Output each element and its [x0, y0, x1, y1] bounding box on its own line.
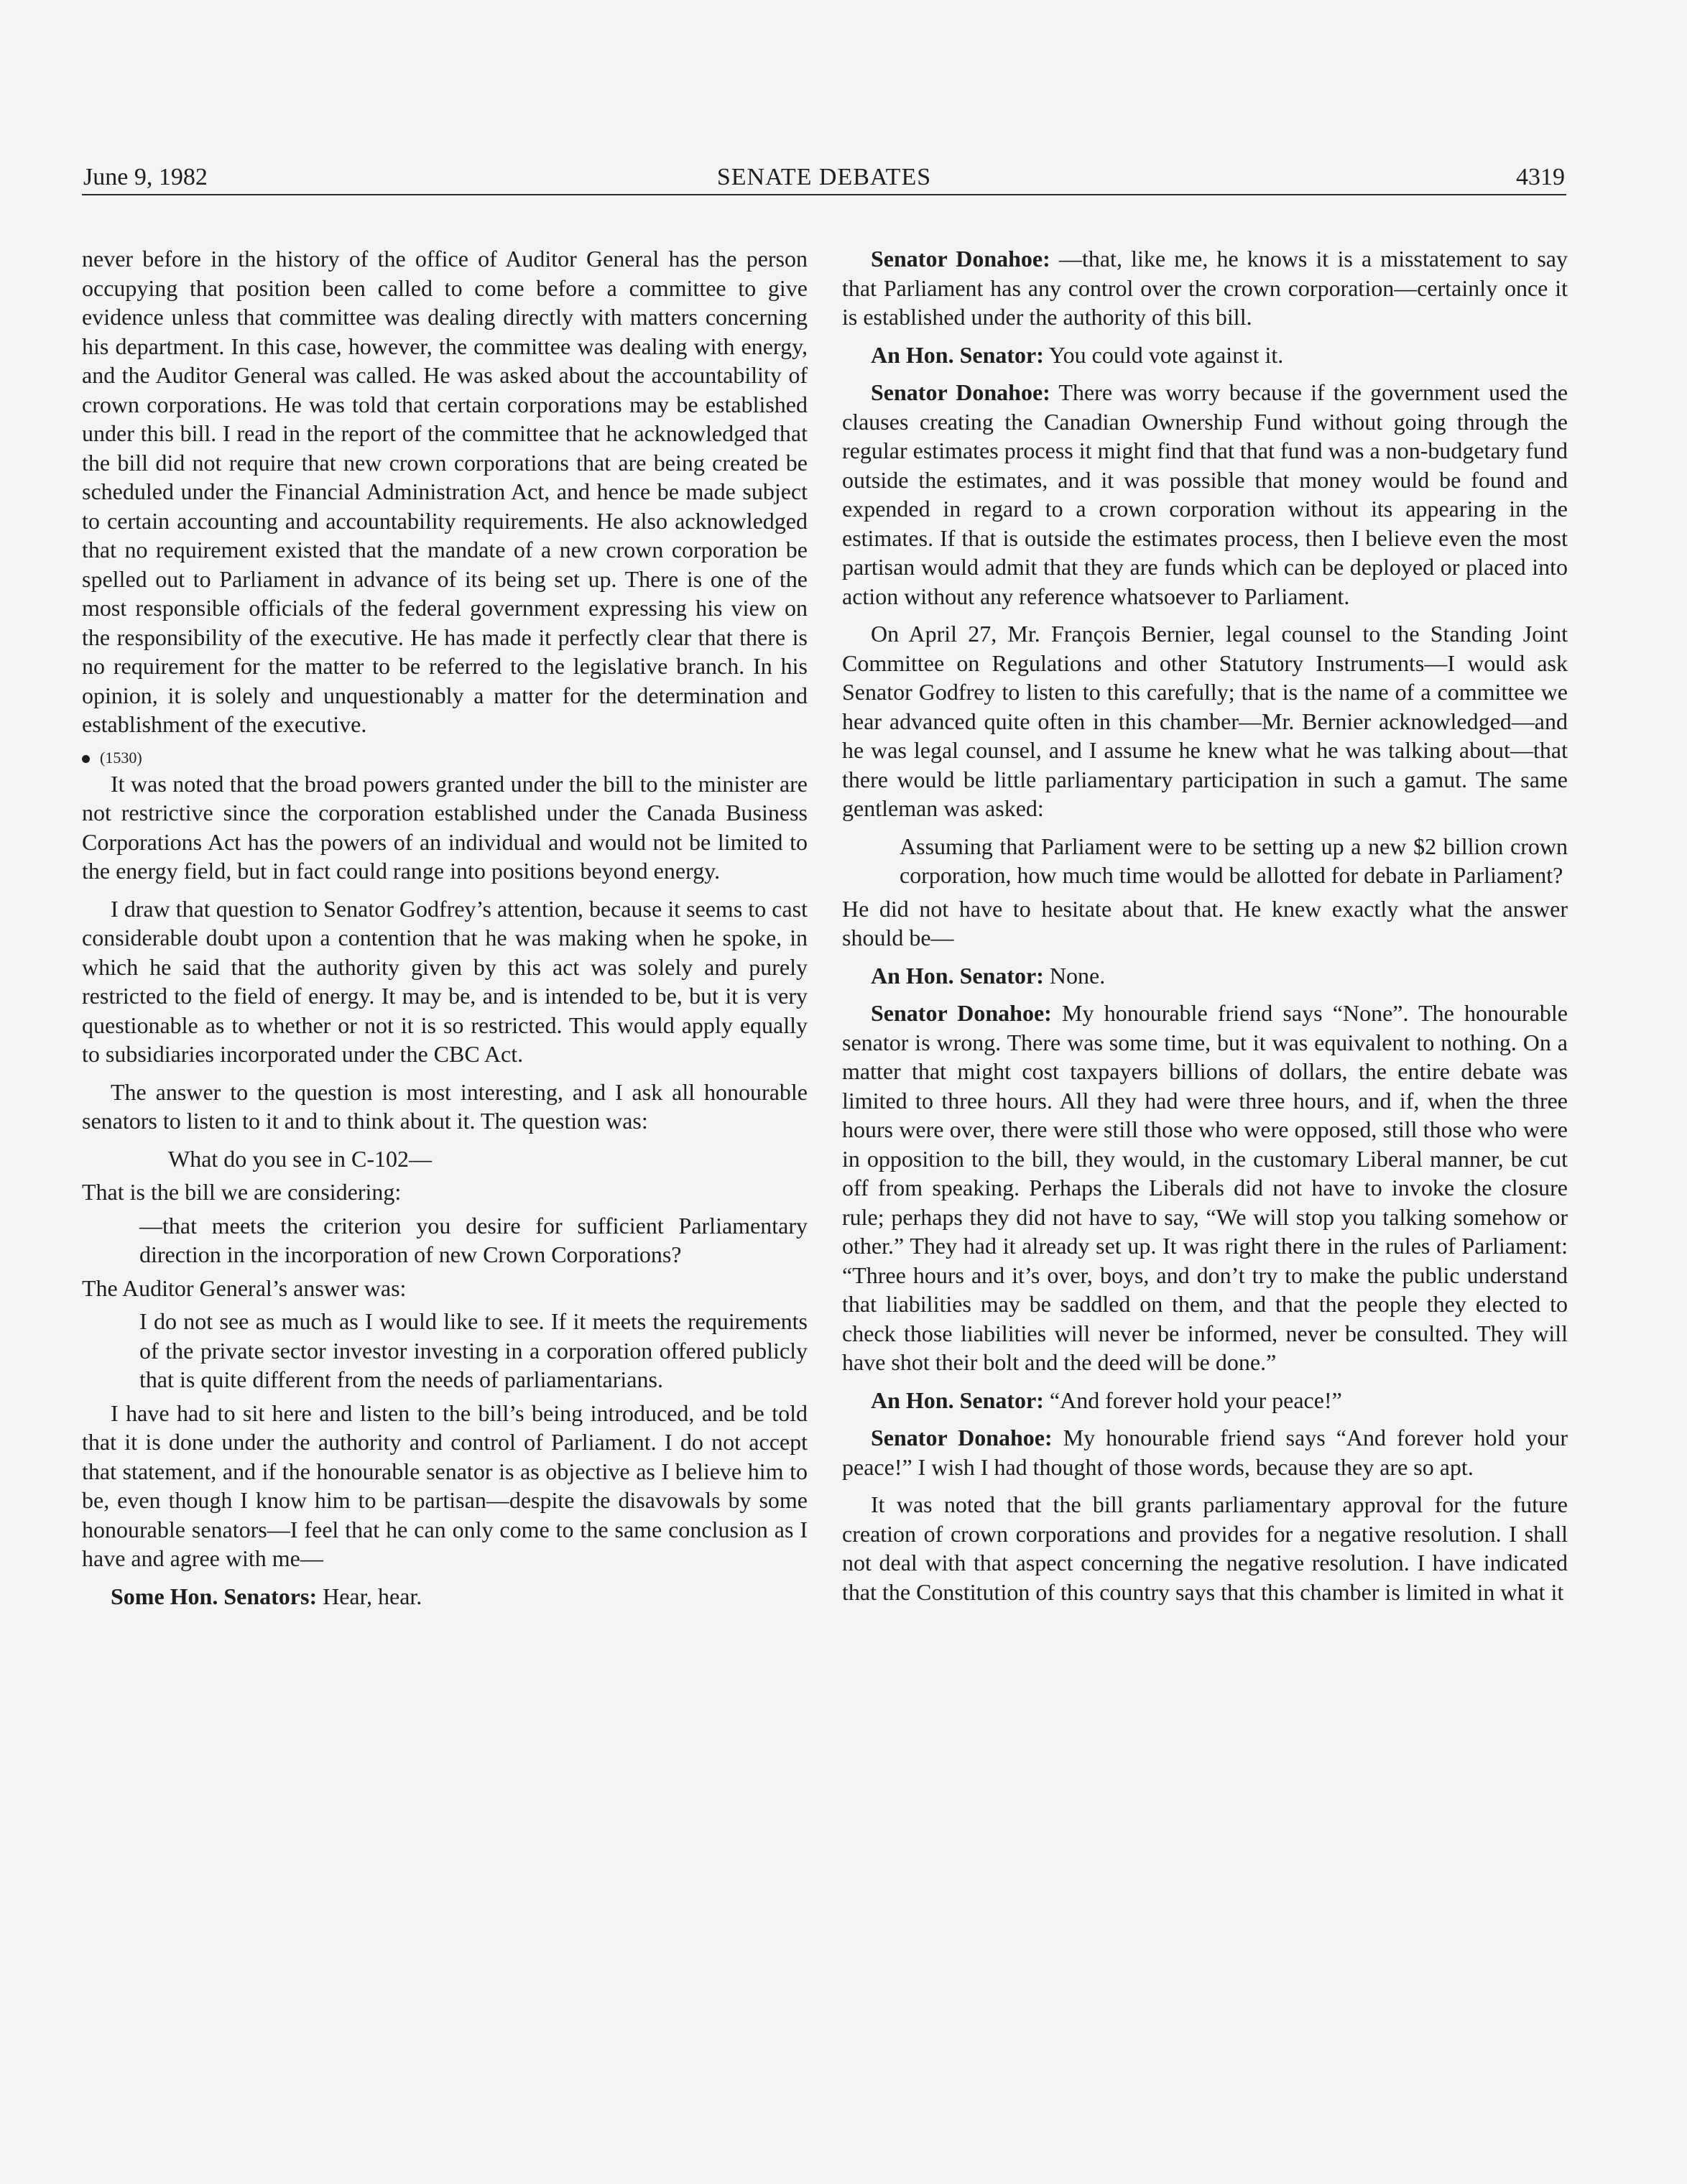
paragraph: I draw that question to Senator Godfrey’s attention, because it seems to cast considerable doubt upon a contention that he was making when he spoke, in which he said that the authority given by this act was solely and purely restricted to the field of energy. It may be, and is intended to be, but it is very questionable as to whether or not it is so restricted. This would apply equally to subsidiaries incorporated under the CBC Act.: [82, 895, 808, 1067]
paragraph: I have had to sit here and listen to the bill’s being introduced, and be told that it is done under the authority and control of Parliament. I do not accept that statement, and if the honourable senator is as objective as I believe him to be, even though I know him to be partisan—despite the disavowals by some honourable senators—I feel that he can only come to the same conclusion as I have and agree with me—: [82, 1399, 808, 1571]
speaker-name: An Hon. Senator:: [871, 1387, 1044, 1413]
speech: [842, 999, 1568, 1377]
speaker-name: Senator Donahoe:: [871, 1000, 1052, 1026]
speech-text: My honourable friend says “And forever hold your peace!” I wish I had thought of those words, because they are so apt.: [842, 1425, 1568, 1480]
paragraph: The Auditor General’s answer was:: [82, 1274, 407, 1301]
speech-text: “And forever hold your peace!”: [1049, 1387, 1342, 1413]
quotation: Assuming that Parliament were to be setting up a new $2 billion crown corporation, how much time would be allotted for debate in Parliament?: [900, 833, 1568, 888]
speech-text: —that, like me, he knows it is a misstatement to say that Parliament has any control over the crown corporation—certainly once it is established under the authority of this bill.: [842, 246, 1568, 330]
speech-text: Hear, hear.: [323, 1583, 422, 1609]
speech: [82, 1582, 808, 1611]
speech: [842, 1423, 1568, 1481]
quotation: —that meets the criterion you desire for sufficient Parliamentary direction in the incorporation of new Crown Corporations?: [139, 1212, 808, 1267]
speaker-name: Some Hon. Senators:: [111, 1583, 318, 1609]
paragraph: It was noted that the bill grants parliamentary approval for the future creation of crown corporations and provides for a negative resolution. I shall not deal with that aspect concerning the negative resolution. I have indicated that the Constitution of this country says that this chamber is limited in what it: [842, 1491, 1568, 1605]
speech-text: There was worry because if the government used the clauses creating the Canadian Ownership Fund without going through the regular estimates process it might find that that fund was a non-budgetary fund outside the estimates, and it was possible that money would be found and expended in regard to a crown corporation without its appearing in the estimates. If that is outside the estimates process, then I believe even the most partisan would admit that they are funds which can be deployed or placed into action without any reference whatsoever to Parliament.: [842, 379, 1568, 609]
speech: [842, 961, 1568, 991]
speech-text: None.: [1049, 962, 1106, 989]
speech: [842, 244, 1568, 332]
speech-text: You could vote against it.: [1048, 341, 1284, 368]
speech-text: My honourable friend says “None”. The honourable senator is wrong. There was some time, but it was equivalent to nothing. On a matter that might cost taxpayers billions of dollars, the entire debate was limited to three hours. All they had were three hours, and if, when the three hours were over, there were still those who were opposed, still those who were in opposition to the bill, they would, in the customary Liberal manner, be cut off from speaking. Perhaps the Liberals did not have to invoke the closure rule; perhaps they did not have to say, “We will stop you talking somehow or other.” They had it already set up. It was right there in the rules of Parliament: “Three hours and it’s over, boys, and don’t try to make the public understand that liabilities may be saddled on them, and that the people they elected to check those liabilities will never be informed, never be consulted. They will have shot their bolt and the deed will be done.”: [842, 1000, 1568, 1375]
speech: [842, 1386, 1568, 1415]
right-column: [842, 244, 1568, 1615]
paragraph: That is the bill we are considering:: [82, 1179, 402, 1205]
time-marker-label: (1530): [100, 748, 142, 767]
header-date: June 9, 1982: [83, 164, 208, 190]
header-page-number: 4319: [1516, 164, 1565, 190]
speaker-name: Senator Donahoe:: [871, 246, 1050, 272]
speech: [842, 378, 1568, 611]
speaker-name: An Hon. Senator:: [871, 962, 1044, 989]
paragraph: never before in the history of the office of Auditor General has the person occupying that position been called to come before a committee to give evidence unless that committee was dealing directly with matters concerning his department. In this case, however, the committee was dealing with energy, and the Auditor General was called. He was asked about the accountability of crown corporations. He was told that certain corporations may be established under this bill. I read in the report of the committee that he acknowledged that the bill did not require that new crown corporations that are being created be scheduled under the Financial Administration Act, and hence be made subject to certain accounting and accountability requirements. He also acknowledged that no requirement existed that the mandate of a new crown corporation be spelled out to Parliament in advance of its being set up. There is one of the most responsible officials of the federal government expressing his view on the responsibility of the executive. He has made it perfectly clear that there is no requirement for the matter to be referred to the legislative branch. In his opinion, it is solely and unquestionably a matter for the determination and establishment of the executive.: [82, 246, 808, 737]
header-title: SENATE DEBATES: [716, 164, 932, 190]
paragraph: He did not have to hesitate about that. He knew exactly what the answer should be—: [842, 895, 1568, 950]
speaker-name: An Hon. Senator:: [871, 341, 1044, 368]
quotation: What do you see in C-102—: [168, 1145, 433, 1172]
speaker-name: Senator Donahoe:: [871, 379, 1050, 405]
speaker-name: Senator Donahoe:: [871, 1425, 1053, 1450]
left-column: [82, 244, 808, 1619]
quotation: I do not see as much as I would like to see. If it meets the requirements of the private sector investor investing in a corporation offered publicly that is quite different from the needs of parliamentarians.: [139, 1308, 808, 1392]
paragraph: On April 27, Mr. François Bernier, legal counsel to the Standing Joint Committee on Regulations and other Statutory Instruments—I would ask Senator Godfrey to listen to this carefully; that is the name of a committee we hear advanced quite often in this chamber—Mr. Bernier acknowledged—and he was legal counsel, and I assume he knew what he was talking about—that there would be little parliamentary participation in such a gamut. The same gentleman was asked:: [842, 621, 1568, 821]
page-header: [82, 161, 1566, 195]
paragraph: It was noted that the broad powers granted under the bill to the minister are not restrictive since the corporation established under the Canada Business Corporations Act has the powers of an individual and would not be limited to the energy field, but in fact could range into positions beyond energy.: [82, 770, 808, 884]
time-marker: [82, 748, 808, 768]
speech: [842, 341, 1568, 370]
bullet-icon: [82, 755, 90, 763]
paragraph: The answer to the question is most interesting, and I ask all honourable senators to listen to it and to think about it. The question was:: [82, 1078, 808, 1134]
